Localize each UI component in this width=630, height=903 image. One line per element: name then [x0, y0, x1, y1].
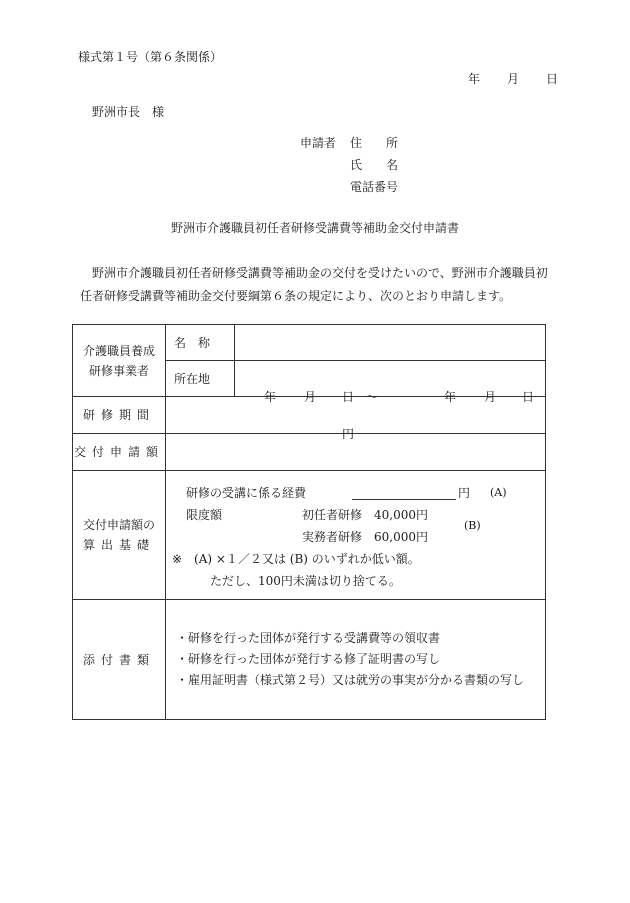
cost-label: 研修の受講に係る経費 — [186, 486, 307, 500]
basis-content — [166, 471, 546, 600]
attachments-label-text: 添付書類 — [82, 652, 155, 667]
provider-location-field[interactable] — [235, 361, 546, 397]
calc-note-line2: ただし、100円未満は切り捨てる。 — [210, 574, 401, 588]
period-start-year: 年 — [264, 390, 277, 404]
mark-a: (A) — [490, 486, 507, 499]
amount-row — [73, 434, 546, 471]
period-end-day: 日 — [522, 390, 535, 404]
amount-field[interactable] — [166, 427, 546, 471]
date-day-label: 日 — [546, 72, 559, 86]
provider-label-line1: 介護職員養成 — [82, 343, 155, 358]
provider-label — [73, 325, 166, 397]
cost-input[interactable] — [352, 485, 456, 500]
basis-label-line1: 交付申請額の — [82, 518, 155, 532]
location-label: 所在地 — [166, 361, 235, 397]
cost-unit: 円 — [458, 486, 471, 500]
period-start-day: 日 — [342, 390, 355, 404]
intro-paragraph: 野洲市介護職員初任者研修受講費等補助金の交付を受けたいので、野洲市介護職員初任者研修受講費等補助金交付要綱第６条の規定により、次のとおり申請します。 — [80, 266, 548, 303]
amount-label — [73, 434, 166, 471]
date-year-label: 年 — [468, 72, 481, 86]
applicant-name-label: 氏 名 — [350, 158, 399, 172]
mark-b: (B) — [464, 519, 481, 532]
document-title: 野洲市介護職員初任者研修受講費等補助金交付申請書 — [170, 221, 459, 235]
period-label-text: 研修期間 — [82, 408, 155, 422]
attachment-item: ・研修を行った団体が発行する修了証明書の写し — [176, 652, 441, 666]
calc-note-line1: ※ (A) ×１／２又は (B) のいずれか低い額。 — [172, 552, 420, 566]
applicant-address-label: 住 所 — [350, 136, 399, 150]
period-end-month: 月 — [484, 390, 497, 404]
applicant-phone-label: 電話番号 — [350, 180, 399, 194]
period-end-year: 年 — [444, 390, 457, 404]
period-field[interactable] — [166, 390, 546, 434]
name-label: 名 称 — [166, 325, 235, 361]
attachment-item: ・雇用証明書（様式第２号）又は就労の事実が分かる書類の写し — [176, 673, 525, 687]
limit-beginner: 初任者研修 40,000円 — [302, 508, 428, 522]
addressee: 野洲市長 様 — [92, 105, 165, 119]
limit-practitioner: 実務者研修 60,000円 — [302, 530, 428, 544]
basis-row — [73, 471, 546, 600]
application-table — [72, 324, 546, 720]
attachment-item: ・研修を行った団体が発行する受講費等の領収書 — [176, 631, 441, 645]
amount-label-text: 交付申請額 — [73, 445, 164, 459]
attachments-content — [166, 600, 546, 720]
basis-label — [73, 471, 166, 600]
applicant-label: 申請者 — [300, 136, 337, 150]
period-tilde: ～ — [366, 390, 379, 404]
provider-name-field[interactable] — [235, 325, 546, 361]
form-number: 様式第１号（第６条関係） — [78, 50, 223, 64]
amount-unit: 円 — [342, 427, 355, 441]
provider-label-line2: 研修事業者 — [88, 363, 149, 378]
provider-name-row — [73, 325, 546, 361]
period-label — [73, 397, 166, 434]
attachments-list — [166, 628, 545, 691]
attachments-label — [73, 600, 166, 720]
period-row — [73, 397, 546, 434]
attachments-row — [73, 600, 546, 720]
limit-label: 限度額 — [186, 508, 223, 522]
basis-label-line2: 算出基礎 — [82, 538, 155, 552]
date-month-label: 月 — [507, 72, 520, 86]
period-start-month: 月 — [304, 390, 317, 404]
application-date — [468, 71, 558, 87]
